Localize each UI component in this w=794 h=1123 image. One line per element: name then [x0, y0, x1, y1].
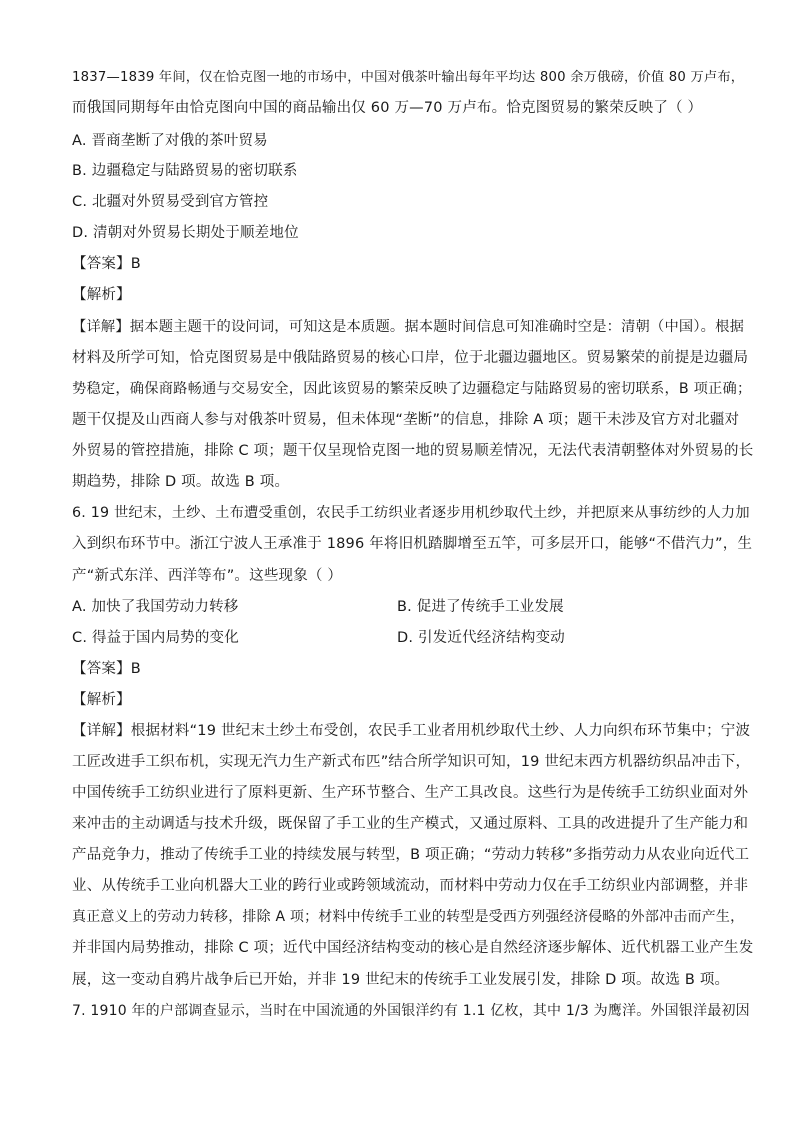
- q5-stem-line-1: 1837—1839 年间，仅在恰克图一地的市场中，中国对俄茶叶输出每年平均达 800 余万俄磅，价值 80 万卢布，: [72, 70, 745, 85]
- q6-option-a: A. 加快了我国劳动力转移: [72, 599, 239, 615]
- q6-stem-line-2: 入到织布环节中。浙江宁波人王承准于 1896 年将旧机踏脚增至五竿，可多层开口，能够“不借汽力”，生: [72, 536, 753, 552]
- q6-analysis-line: 并非国内局势推动，排除 C 项；近代中国经济结构变动的核心是自然经济逐步解体、近代机器工业产生发: [72, 940, 754, 956]
- q5-analysis-heading: 【解析】: [72, 287, 131, 303]
- q5-option-b: B. 边疆稳定与陆路贸易的密切联系: [72, 163, 298, 179]
- q6-option-c: C. 得益于国内局势的变化: [72, 630, 239, 646]
- q7-stem-line-1: 7. 1910 年的户部调查显示，当时在中国流通的外国银洋约有 1.1 亿枚，其中 1/3 为鹰洋。外国银洋最初因: [72, 1003, 750, 1019]
- q6-analysis-line: 业、从传统手工业向机器大工业的跨行业或跨领域流动，而材料中劳动力仅在手工纺织业内部调整，并非: [72, 878, 749, 894]
- q5-stem-line-2: 而俄国同期每年由恰克图向中国的商品输出仅 60 万—70 万卢布。恰克图贸易的繁荣反映了（ ）: [72, 100, 703, 116]
- q5-analysis-line: 外贸易的管控措施，排除 C 项；题干仅呈现恰克图一地的贸易顺差情况，无法代表清朝整体对外贸易的长: [72, 443, 754, 459]
- q6-analysis-line: 工匠改进手工织布机，实现无汽力生产新式布匹”结合所学知识可知，19 世纪末西方机器纺织品冲击下，: [72, 754, 751, 770]
- q6-stem-line-1: 6. 19 世纪末，土纱、土布遭受重创，农民手工纺织业者逐步用机纱取代土纱，并把原来从事纺纱的人力加: [72, 505, 750, 521]
- q5-answer: 【答案】B: [72, 256, 141, 272]
- q6-analysis-line: 来冲击的主动调适与技术升级，既保留了手工业的生产模式，又通过原料、工具的改进提升了生产能力和: [72, 816, 749, 832]
- q5-option-d: D. 清朝对外贸易长期处于顺差地位: [72, 225, 299, 241]
- q6-analysis-line: 真正意义上的劳动力转移，排除 A 项；材料中传统手工业的转型是受西方列强经济侵略的外部冲击而产生，: [72, 909, 745, 925]
- q6-analysis-heading: 【解析】: [72, 692, 131, 708]
- q5-analysis-line: 【详解】据本题主题干的设问词，可知这是本质题。据本题时间信息可知准确时空是：清朝（中国）。根据: [72, 319, 745, 335]
- q6-analysis-line: 【详解】根据材料“19 世纪末土纱土布受创，农民手工业者用机纱取代土纱、人力向织布环节集中；宁波: [72, 723, 751, 739]
- q5-analysis-line: 势稳定，确保商路畅通与交易安全，因此该贸易的繁荣反映了边疆稳定与陆路贸易的密切联系，B 项正确；: [72, 381, 752, 397]
- q5-option-a: A. 晋商垄断了对俄的茶叶贸易: [72, 133, 268, 149]
- q6-stem-line-3: 产“新式东洋、西洋等布”。这些现象（ ）: [72, 568, 343, 584]
- q6-analysis-line: 中国传统手工纺织业进行了原料更新、生产环节整合、生产工具改良。这些行为是传统手工纺织业面对外: [72, 785, 749, 801]
- q5-analysis-line: 材料及所学可知，恰克图贸易是中俄陆路贸易的核心口岸，位于北疆边疆地区。贸易繁荣的前提是边疆局: [72, 350, 749, 366]
- q6-analysis-line: 展，这一变动自鸦片战争后已开始，并非 19 世纪末的传统手工业发展引发，排除 D 项。故选 B 项。: [72, 972, 730, 988]
- q6-analysis-line: 产品竞争力，推动了传统手工业的持续发展与转型，B 项正确；“劳动力转移”多指劳动力从农业向近代工: [72, 847, 750, 863]
- q6-answer: 【答案】B: [72, 661, 141, 677]
- q5-analysis-line: 题干仅提及山西商人参与对俄茶叶贸易，但未体现“垄断”的信息，排除 A 项；题干未涉及官方对北疆对: [72, 412, 740, 428]
- q5-option-c: C. 北疆对外贸易受到官方管控: [72, 194, 269, 210]
- q5-analysis-line: 期趋势，排除 D 项。故选 B 项。: [72, 474, 290, 490]
- q6-option-b: B. 促进了传统手工业发展: [397, 599, 564, 615]
- q6-option-d: D. 引发近代经济结构变动: [397, 630, 565, 646]
